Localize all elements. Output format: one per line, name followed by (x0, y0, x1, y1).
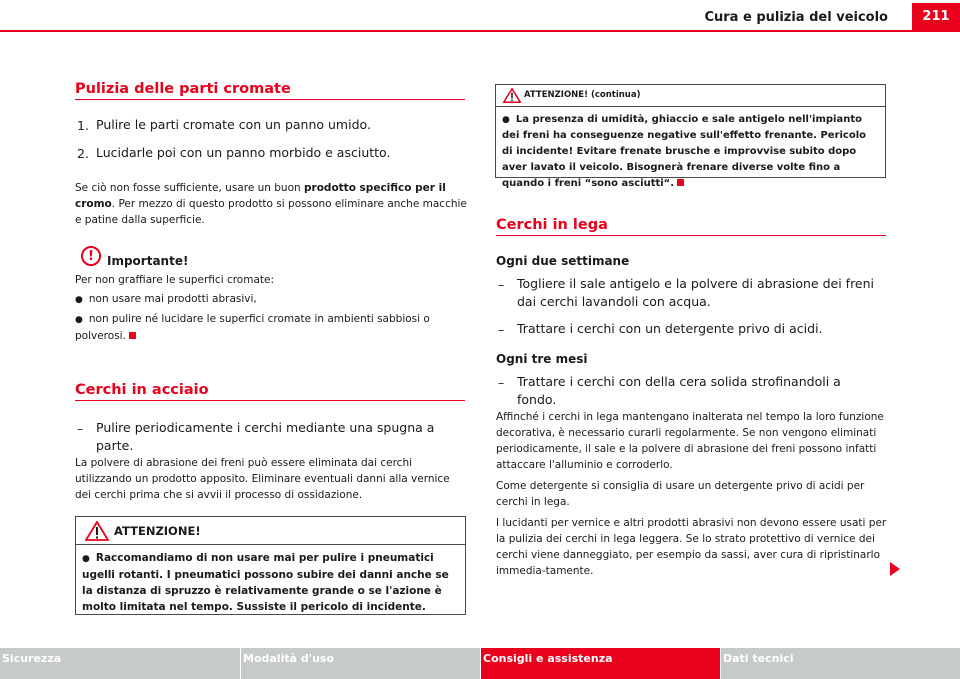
step-number: 2. (77, 146, 89, 161)
warning-box (75, 516, 466, 615)
section-rule (75, 400, 465, 401)
section-rule (75, 99, 465, 100)
next-page-arrow-icon[interactable] (890, 562, 900, 576)
warning-continued-title: ATTENZIONE! (continua) (524, 90, 641, 100)
section-title-chrome: Pulizia delle parti cromate (75, 81, 291, 97)
important-circle-icon: ! (81, 246, 101, 266)
tab-modalita-duso[interactable]: Modalità d'uso (240, 648, 480, 679)
alloy-paragraph: Affinché i cerchi in lega mantengano inalterata nel tempo la loro funzione decorativa, è necessario curarli regolarmente. Se non vengono eliminati periodicamente, il sale e la polvere di abrasione dei freni possono infatti attaccare l'alluminio e corroderlo. (496, 411, 884, 471)
step-text: Pulire periodicamente i cerchi mediante una spugna a parte. (96, 420, 435, 453)
subheading: Ogni tre mesi (496, 352, 588, 366)
alloy-paragraph: I lucidanti per vernice e altri prodotti abrasivi non devono essere usati per la pulizia dei cerchi in lega leggera. Se lo strato protettivo di vernice dei cerchi viene danneggiato, per esempio da sassi, aver cura di ripristinarlo immedia-tamente. (496, 517, 887, 577)
footer-nav (0, 648, 960, 679)
warning-triangle-icon (85, 521, 109, 541)
alloy-paragraph: Come detergente si consiglia di usare un detergente privo di acidi per cerchi in lega. (496, 480, 865, 508)
tab-dati-tecnici[interactable]: Dati tecnici (720, 648, 960, 679)
warning-triangle-icon (503, 88, 521, 103)
tab-consigli-e-assistenza[interactable]: Consigli e assistenza (480, 648, 720, 679)
important-bullet: ● non usare mai prodotti abrasivi, (75, 293, 257, 305)
section-title-alloy: Cerchi in lega (496, 217, 608, 233)
page-number: 211 (912, 3, 960, 30)
warning-continued-text: ● La presenza di umidità, ghiaccio e sale antigelo nell'impianto dei freni ha conseguenze negative sull'effetto frenante. Pericolo di incidente! Evitare frenate brusche e improvvise subito dopo aver lavato il veicolo. Bisognerà frenare diverse volte fino a quando i freni “sono asciutti“. (502, 114, 867, 189)
end-marker-square-icon (677, 179, 684, 186)
warning-title: ATTENZIONE! (114, 524, 201, 538)
dash-marker: – (498, 375, 505, 390)
warning-continued-box (495, 84, 886, 189)
step-text: Togliere il sale antigelo e la polvere di abrasione dei freni dai cerchi lavandoli con acqua. (517, 276, 875, 309)
step-text: Pulire le parti cromate con un panno umido. (96, 117, 371, 132)
dash-marker: – (498, 322, 505, 337)
important-intro: Per non graffiare le superfici cromate: (75, 274, 275, 286)
dash-marker: – (498, 277, 505, 292)
step-number: 1. (77, 118, 89, 133)
end-marker-square-icon (129, 332, 136, 339)
warning-box-header (76, 517, 465, 545)
step-text: Trattare i cerchi con un detergente privo di acidi. (517, 321, 823, 336)
header-rule (0, 30, 960, 32)
step-text: Lucidarle poi con un panno morbido e asciutto. (96, 145, 391, 160)
step-text: Trattare i cerchi con della cera solida strofinandoli a fondo. (517, 374, 841, 407)
chrome-paragraph: Se ciò non fosse sufficiente, usare un buon prodotto specifico per il cromo. Per mezzo di questo prodotto si possono eliminare anche macchie e patine dalla superficie. (75, 182, 467, 226)
important-title: Importante! (107, 254, 189, 268)
warning-text: ● Raccomandiamo di non usare mai per pulire i pneumatici ugelli rotanti. I pneumatici possono subire dei danni anche se la distanza di spruzzo è relativamente grande o se l'azione è molto limitata nel tempo. Sussiste il pericolo di incidente. (82, 552, 449, 613)
important-bullet: ● non pulire né lucidare le superfici cromate in ambienti sabbiosi o polverosi. (75, 313, 430, 342)
steel-paragraph: La polvere di abrasione dei freni può essere eliminata dai cerchi utilizzando un prodotto apposito. Eliminare eventuali danni alla vernice dei cerchi prima che si avvii il processo di ossidazione. (75, 457, 450, 501)
subheading: Ogni due settimane (496, 254, 630, 268)
running-header-title: Cura e pulizia del veicolo (704, 10, 888, 25)
warning-box-header (496, 85, 885, 107)
dash-marker: – (77, 421, 84, 436)
section-rule (496, 235, 886, 236)
section-title-steel: Cerchi in acciaio (75, 382, 209, 398)
tab-sicurezza[interactable]: Sicurezza (0, 648, 240, 679)
